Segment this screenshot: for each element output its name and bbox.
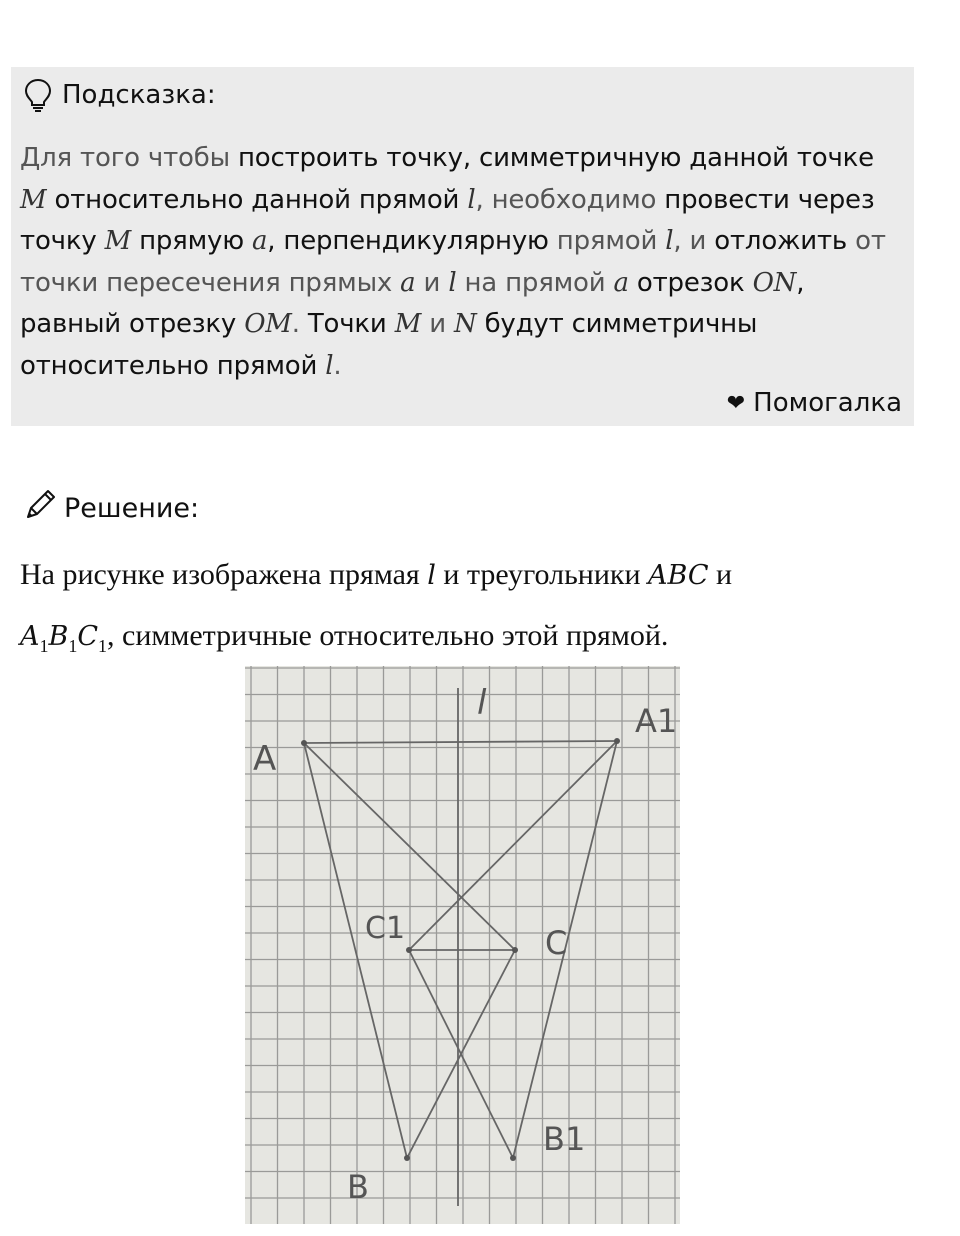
pencil-icon bbox=[22, 487, 58, 530]
label-c1: C1 bbox=[365, 911, 406, 946]
hint-header bbox=[24, 78, 216, 112]
solution-segment: 1 bbox=[68, 636, 78, 656]
hint-segment: M bbox=[104, 226, 132, 256]
hint-segment: относительно данной прямой bbox=[46, 184, 468, 215]
solution-text bbox=[20, 545, 940, 676]
hint-segment: прямую bbox=[131, 226, 252, 256]
label-b1: B1 bbox=[543, 1120, 586, 1158]
label-l: l bbox=[477, 683, 487, 723]
labels bbox=[253, 683, 677, 1206]
hint-segment: и bbox=[415, 267, 449, 298]
solution-title: Решение: bbox=[64, 492, 200, 524]
hint-segment: M bbox=[20, 184, 47, 215]
segment-a-b bbox=[304, 743, 407, 1158]
hint-segment: провести через точку bbox=[20, 184, 875, 256]
segment-a1-c1 bbox=[409, 741, 617, 950]
hint-text bbox=[20, 138, 900, 387]
label-a: A bbox=[253, 739, 277, 779]
point-b bbox=[404, 1155, 410, 1161]
solution-segment: 1 bbox=[98, 636, 108, 656]
point-a1 bbox=[614, 738, 620, 744]
point-b1 bbox=[510, 1155, 516, 1161]
hint-segment: Точки bbox=[307, 309, 395, 339]
hint-segment: и bbox=[421, 309, 454, 339]
heart-icon: ❤ bbox=[726, 390, 746, 416]
solution-header bbox=[22, 488, 199, 528]
solution-segment: , симметричные относительно этой прямой. bbox=[107, 619, 669, 652]
hint-segment: на прямой bbox=[456, 267, 614, 298]
hint-title: Подсказка: bbox=[62, 80, 216, 110]
point-c1 bbox=[406, 947, 412, 953]
hint-segment: отложить bbox=[714, 226, 848, 256]
hint-segment: l bbox=[325, 350, 334, 381]
figure-photo bbox=[245, 666, 680, 1224]
hint-segment: , необходимо bbox=[475, 184, 665, 215]
segment-b1-c1 bbox=[409, 950, 513, 1158]
hint-segment: a bbox=[613, 267, 629, 298]
lightbulb-icon bbox=[24, 78, 52, 112]
hint-segment: , равный отрезку bbox=[20, 267, 805, 339]
solution-segment: и треугольники bbox=[435, 558, 649, 591]
label-b: B bbox=[347, 1168, 369, 1206]
hint-segment: , и bbox=[673, 226, 715, 256]
hint-segment: a bbox=[400, 267, 416, 298]
hint-segment: . bbox=[291, 309, 308, 339]
hint-segment: , перпендикулярную bbox=[267, 226, 549, 256]
symmetry-drawing bbox=[245, 666, 680, 1224]
hint-segment: прямой bbox=[548, 226, 666, 256]
hint-segment: OM bbox=[244, 309, 292, 339]
hint-segment: построить точку, симметричную данной точке bbox=[237, 143, 874, 173]
credit bbox=[727, 388, 902, 418]
solution-segment: ABC bbox=[648, 560, 709, 591]
solution-segment: B bbox=[48, 621, 69, 652]
hint-segment: . bbox=[333, 350, 342, 381]
point-a bbox=[301, 740, 307, 746]
hint-segment: от точки пересечения прямых bbox=[20, 226, 886, 298]
label-a1: A1 bbox=[635, 702, 678, 740]
hint-segment: отрезок bbox=[628, 267, 753, 298]
label-c: C bbox=[545, 924, 568, 962]
hint-segment: Для того чтобы bbox=[20, 143, 238, 173]
hint-segment: l bbox=[448, 267, 457, 298]
hint-segment: a bbox=[251, 226, 268, 256]
point-c bbox=[512, 947, 518, 953]
hint-segment: N bbox=[453, 309, 477, 339]
hint-segment: l bbox=[665, 226, 674, 256]
hint-segment: l bbox=[467, 184, 476, 215]
hint-segment: ON bbox=[752, 267, 797, 298]
solution-segment: l bbox=[427, 560, 436, 591]
solution-segment: и bbox=[708, 558, 733, 591]
solution-segment: C bbox=[77, 621, 99, 652]
hint-segment: будут симметричны относительно прямой bbox=[20, 309, 758, 381]
hint-segment: M bbox=[394, 309, 422, 339]
credit-label: Помогалка bbox=[753, 388, 902, 418]
solution-segment: На рисунке изображена прямая bbox=[20, 558, 428, 591]
solution-segment: A bbox=[20, 621, 40, 652]
solution-segment: 1 bbox=[39, 636, 49, 656]
segment-a-a1 bbox=[304, 741, 617, 743]
